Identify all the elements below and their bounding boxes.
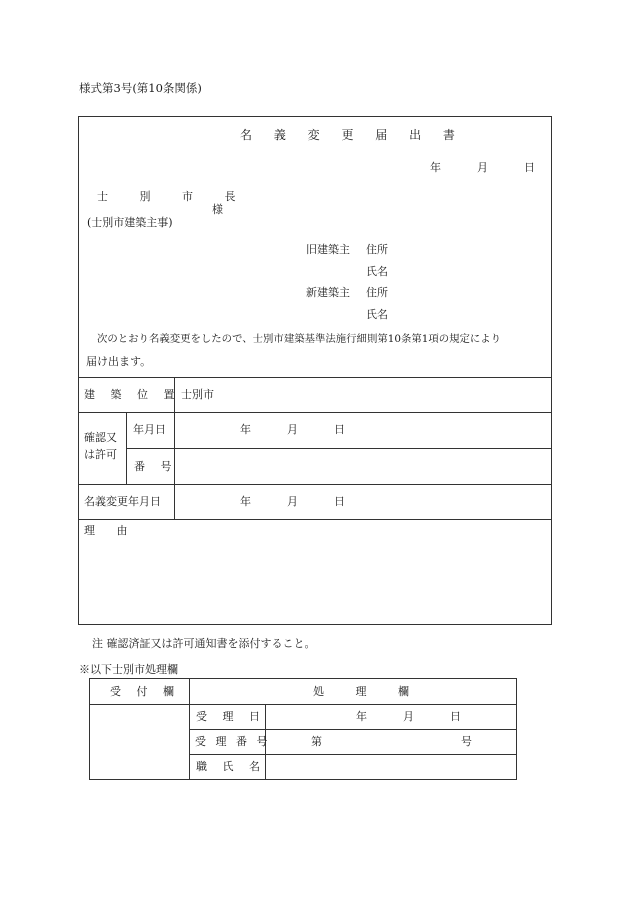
processing-header: 処 理 欄 (313, 685, 423, 698)
location-label: 建 築 位 置 (84, 388, 181, 401)
row-divider (126, 448, 552, 449)
received-number-prefix: 第 (311, 735, 322, 748)
change-date-month: 月 (287, 495, 298, 508)
received-date-month: 月 (403, 710, 414, 723)
location-value: 士別市 (181, 388, 214, 401)
office-use-header: ※以下士別市処理欄 (79, 663, 178, 676)
row-divider (189, 754, 517, 755)
row-divider (78, 484, 552, 485)
old-owner-address-label: 住所 (366, 243, 388, 256)
date-month-label: 月 (477, 161, 488, 174)
date-year-label: 年 (430, 161, 441, 174)
staff-name-label: 職 氏 名 (196, 760, 266, 773)
change-date-label: 名義変更年月日 (84, 495, 161, 508)
permit-number-label: 番 号 (134, 460, 178, 473)
reason-label: 理 由 (84, 524, 137, 537)
attachment-note: 注 確認済証又は許可通知書を添付すること。 (92, 637, 316, 650)
new-owner-label: 新建築主 (306, 286, 350, 299)
permit-label-line-2: は許可 (84, 448, 117, 461)
received-date-label: 受 理 日 (196, 710, 266, 723)
permit-label-line-1: 確認又 (84, 431, 117, 444)
row-divider (189, 729, 517, 730)
column-divider (126, 412, 127, 484)
statement-line-1: 次のとおり名義変更をしたので、士別市建築基準法施行細則第10条第1項の規定により (97, 333, 502, 345)
received-date-year: 年 (356, 710, 367, 723)
received-number-label: 受 理 番 号 (195, 735, 271, 748)
permit-date-label: 年月日 (133, 423, 166, 436)
old-owner-name-label: 氏名 (366, 265, 388, 278)
form-title: 名 義 変 更 届 出 書 (240, 128, 464, 142)
received-date-day: 日 (450, 710, 461, 723)
permit-date-day: 日 (334, 423, 345, 436)
received-number-suffix: 号 (461, 735, 472, 748)
row-divider (78, 377, 552, 378)
addressee-official: (士別市建築主事) (87, 216, 173, 229)
row-divider (78, 519, 552, 520)
change-date-year: 年 (240, 495, 251, 508)
reception-header: 受 付 欄 (110, 685, 180, 698)
change-date-day: 日 (334, 495, 345, 508)
new-owner-address-label: 住所 (366, 286, 388, 299)
old-owner-label: 旧建築主 (306, 243, 350, 256)
permit-date-year: 年 (240, 423, 251, 436)
form-number: 様式第3号(第10条関係) (79, 81, 202, 95)
addressee-mayor: 士 別 市 長 (97, 190, 250, 203)
new-owner-name-label: 氏名 (366, 308, 388, 321)
addressee-honorific: 様 (212, 203, 223, 216)
statement-line-2: 届け出ます。 (86, 355, 152, 368)
permit-date-month: 月 (287, 423, 298, 436)
row-divider (89, 704, 517, 705)
row-divider (78, 412, 552, 413)
date-day-label: 日 (524, 161, 535, 174)
